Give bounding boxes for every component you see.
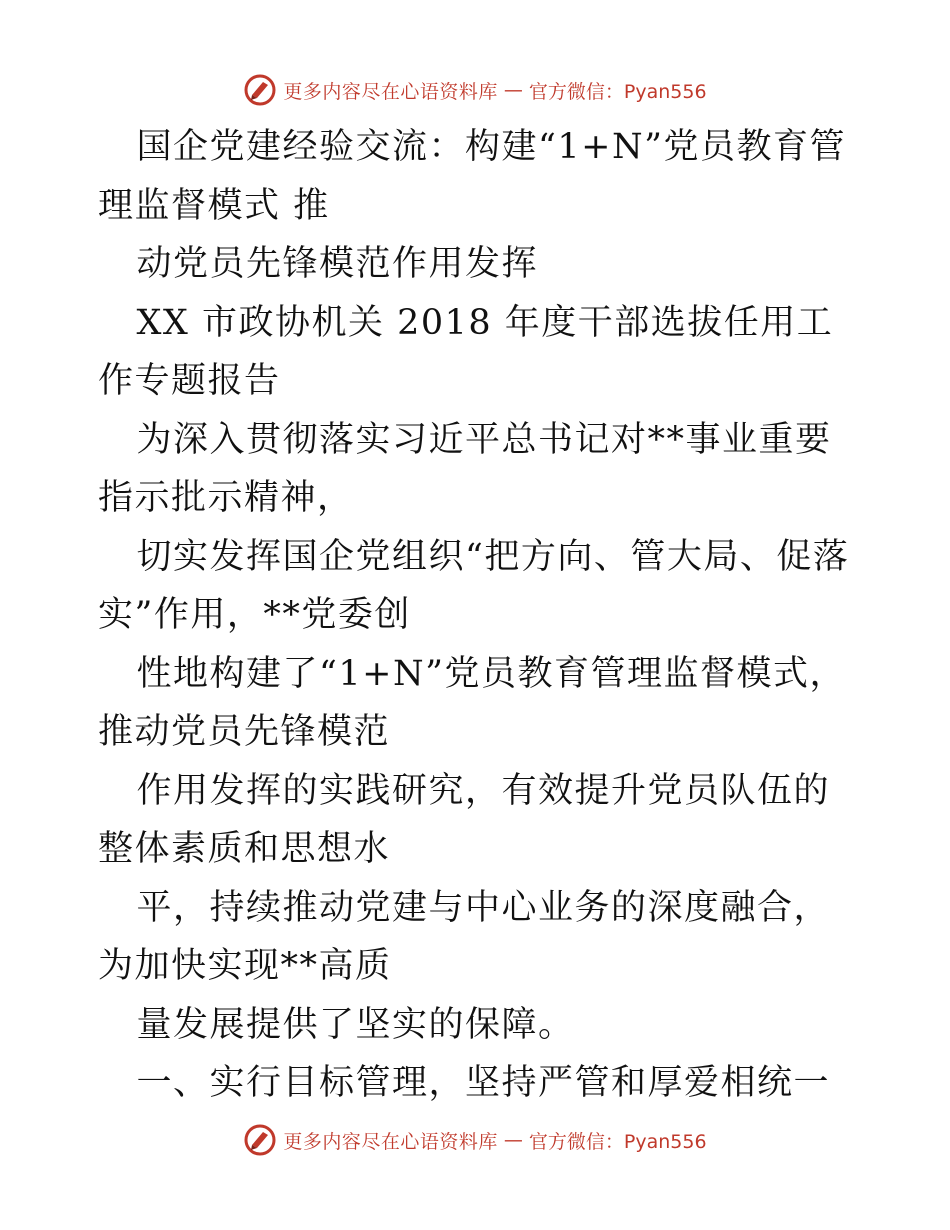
logo-icon	[243, 1123, 277, 1157]
paragraph: XX 市政协机关 2018 年度干部选拔任用工作专题报告	[98, 302, 834, 401]
paragraph: 国企党建经验交流：构建“1+N”党员教育管理监督模式 推	[98, 127, 847, 226]
paragraph: 量发展提供了坚实的保障。	[136, 1004, 575, 1045]
footer-watermark-banner	[0, 1120, 950, 1160]
banner-text: 更多内容尽在心语资料库	[283, 80, 498, 103]
document-body	[98, 118, 858, 1113]
banner-text: 更多内容尽在心语资料库	[283, 1130, 498, 1153]
banner-separator: —	[503, 79, 523, 101]
header-watermark-banner	[0, 70, 950, 110]
banner-separator: —	[503, 1129, 523, 1151]
banner-wechat: 官方微信：Pyan556	[528, 80, 707, 103]
paragraph: 性地构建了“1+N”党员教育管理监督模式，推动党员先锋模范	[98, 653, 847, 752]
paragraph: 动党员先锋模范作用发挥	[136, 244, 539, 284]
paragraph: 作用发挥的实践研究，有效提升党员队伍的整体素质和思想水	[98, 770, 831, 869]
paragraph: 平，持续推动党建与中心业务的深度融合，为加快实现**高质	[98, 887, 831, 986]
paragraph: 为深入贯彻落实习近平总书记对**事业重要指示批示精神，	[98, 419, 832, 518]
logo-icon	[243, 73, 277, 107]
paragraph: 一、实行目标管理，坚持严管和厚爱相统一	[136, 1063, 831, 1103]
banner-wechat: 官方微信：Pyan556	[528, 1130, 707, 1153]
paragraph: 切实发挥国企党组织“把方向、管大局、促落实”作用，**党委创	[98, 536, 850, 635]
